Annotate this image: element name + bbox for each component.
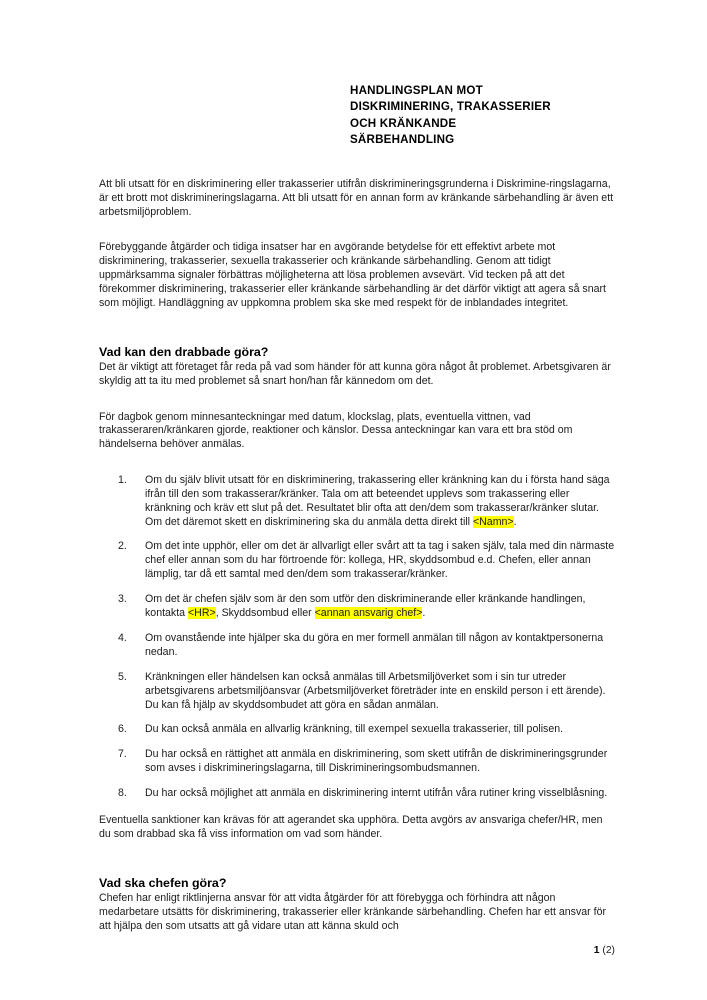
list-item-text: Kränkningen eller händelsen kan också anmälas till Arbetsmiljöverket som i sin tur utreder arbetsgivarens arbetsmiljöansvar (Arbetsmiljöverket företräder inte en enskild person i ett ärende). Du kan få hjälp av skyddsombudet att göra en sådan anmälan. bbox=[145, 670, 606, 711]
list-item-number: 8. bbox=[118, 787, 127, 800]
list-item-text: Om det inte upphör, eller om det är allvarligt eller svårt att ta tag i saken själv, tala med din närmaste chef eller annan som du har förtroende för: kollega, HR, skyddsombud e.d. Chefen, eller annan lämplig, tar då ett samtal med den/dem som trakasserar/kränker. bbox=[145, 540, 615, 581]
list-item-number: 1. bbox=[118, 473, 127, 486]
title-line-1: HANDLINGSPLAN MOT bbox=[350, 84, 483, 97]
placeholder-highlight-hr: <HR> bbox=[188, 607, 216, 620]
list-item-number: 2. bbox=[118, 540, 127, 553]
list-item-text: Du kan också anmäla en allvarlig kränkning, till exempel sexuella trakasserier, till polisen. bbox=[145, 723, 564, 736]
list-item-text: Om ovanstående inte hjälper ska du göra en mer formell anmälan till någon av kontaktpersonerna nedan. bbox=[145, 631, 604, 658]
document-body bbox=[99, 178, 616, 934]
heading-vad-ska-chefen-gora: Vad ska chefen göra? bbox=[99, 876, 227, 891]
spacer bbox=[99, 323, 616, 344]
list-item-text: Om det är chefen själv som är den som utför den diskriminerande eller kränkande handlingen, kontakta bbox=[145, 593, 586, 620]
title-line-2: DISKRIMINERING, TRAKASSERIER bbox=[350, 100, 551, 114]
list-item bbox=[99, 787, 616, 801]
list-item-number: 5. bbox=[118, 670, 127, 683]
list-item-number: 7. bbox=[118, 748, 127, 761]
spacer bbox=[99, 801, 616, 814]
spacer bbox=[99, 232, 616, 241]
action-steps-list bbox=[99, 474, 616, 801]
placeholder-highlight: <Namn> bbox=[472, 515, 514, 528]
spacer bbox=[99, 854, 616, 875]
spacer bbox=[99, 402, 616, 411]
list-item-number: 6. bbox=[118, 723, 127, 736]
document-title bbox=[350, 83, 620, 148]
list-item bbox=[99, 748, 616, 776]
chefen-paragraph: Chefen har enligt riktlinjerna ansvar för att vidta åtgärder för att förebygga och förhindra att någon medarbetare utsätts för diskriminering, trakasserier eller kränkande särbehandling. Chefen har ett ansvar för att hjälpa den som utsatts att gå vidare utan att känna skuld och bbox=[99, 892, 606, 933]
title-line-3: OCH KRÄNKANDE bbox=[350, 116, 457, 130]
drabbade-lead-paragraph: Det är viktigt att företaget får reda på vad som händer för att kunna göra något åt problemet. Arbetsgivaren är skyldig att ta itu med problemet så snart hon/han får kännedom om det. bbox=[99, 361, 611, 388]
list-item-text: Om du själv blivit utsatt för en diskriminering, trakassering eller kränkning kan du i första hand säga ifrån till den som trakasserar/kränker. Tala om att beteendet upplevs som trakassering eller kränkning och kräv ett slut på det. Resultatet blir ofta att den/dem som trakasserar/kränker slutar. Om det däremot skett en diskriminering ska du anmäla detta direkt till bbox=[145, 473, 610, 528]
list-item-number: 4. bbox=[118, 631, 127, 644]
list-item-text-after: . bbox=[422, 607, 426, 620]
heading-vad-kan-den-drabbade-gora: Vad kan den drabbade göra? bbox=[99, 345, 269, 360]
page-number-block bbox=[594, 944, 615, 957]
current-page-number: 1 bbox=[593, 945, 600, 956]
list-item bbox=[99, 474, 616, 530]
intro-paragraph-2: Förebyggande åtgärder och tidiga insatser har en avgörande betydelse för ett effektivt arbete mot diskriminering, trakasserier, sexuella trakasserier och kränkande särbehandling. Genom att tidigt uppmärksamma signaler förbättras möjligheterna att lösa problemen avsevärt. Vid tecken på att det förekommer diskriminering, trakasserier eller kränkande särbehandling är det därför viktigt att agera så snart som möjligt. Handläggning av uppkomna problem ska ske med respekt för de inblandades integritet. bbox=[99, 241, 606, 309]
list-item-text-after: . bbox=[513, 515, 517, 528]
list-item-text: Du har också en rättighet att anmäla en diskriminering, som skett utifrån de diskrimineringsgrunder som avses i diskrimineringslagarna, till Diskrimineringsombudsmannen. bbox=[145, 748, 608, 775]
list-item bbox=[99, 723, 616, 737]
total-pages: (2) bbox=[602, 945, 615, 956]
intro-paragraph-1: Att bli utsatt för en diskriminering eller trakasserier utifrån diskrimineringsgrunderna i Diskrimine-ringslagarna, är ett brott mot diskrimineringslagarna. Att bli utsatt för en annan form av kränkande särbehandling är även ett arbetsmiljöproblem. bbox=[99, 178, 614, 218]
drabbade-closing-paragraph: Eventuella sanktioner kan krävas för att agerandet ska upphöra. Detta avgörs av ansvariga chefer/HR, men du som drabbad ska få viss information om vad som händer. bbox=[99, 814, 603, 840]
list-item-text-middle: , Skyddsombud eller bbox=[215, 607, 315, 620]
drabbade-diary-paragraph: För dagbok genom minnesanteckningar med datum, klockslag, plats, eventuella vittnen, vad trakasseraren/kränkaren gjorde, reaktioner och känslor. Dessa anteckningar kan vara ett bra stöd om händelserna behöver anmälas. bbox=[99, 410, 573, 451]
list-item bbox=[99, 632, 616, 660]
spacer bbox=[99, 465, 616, 474]
placeholder-highlight-chef: <annan ansvarig chef> bbox=[314, 607, 423, 620]
list-item-text: Du har också möjlighet att anmäla en diskriminering internt utifrån våra rutiner kring visselblåsning. bbox=[145, 787, 608, 800]
list-item bbox=[99, 671, 616, 713]
title-line-4: SÄRBEHANDLING bbox=[350, 132, 455, 146]
list-item bbox=[99, 593, 616, 621]
list-item bbox=[99, 540, 616, 582]
list-item-number: 3. bbox=[118, 593, 127, 606]
